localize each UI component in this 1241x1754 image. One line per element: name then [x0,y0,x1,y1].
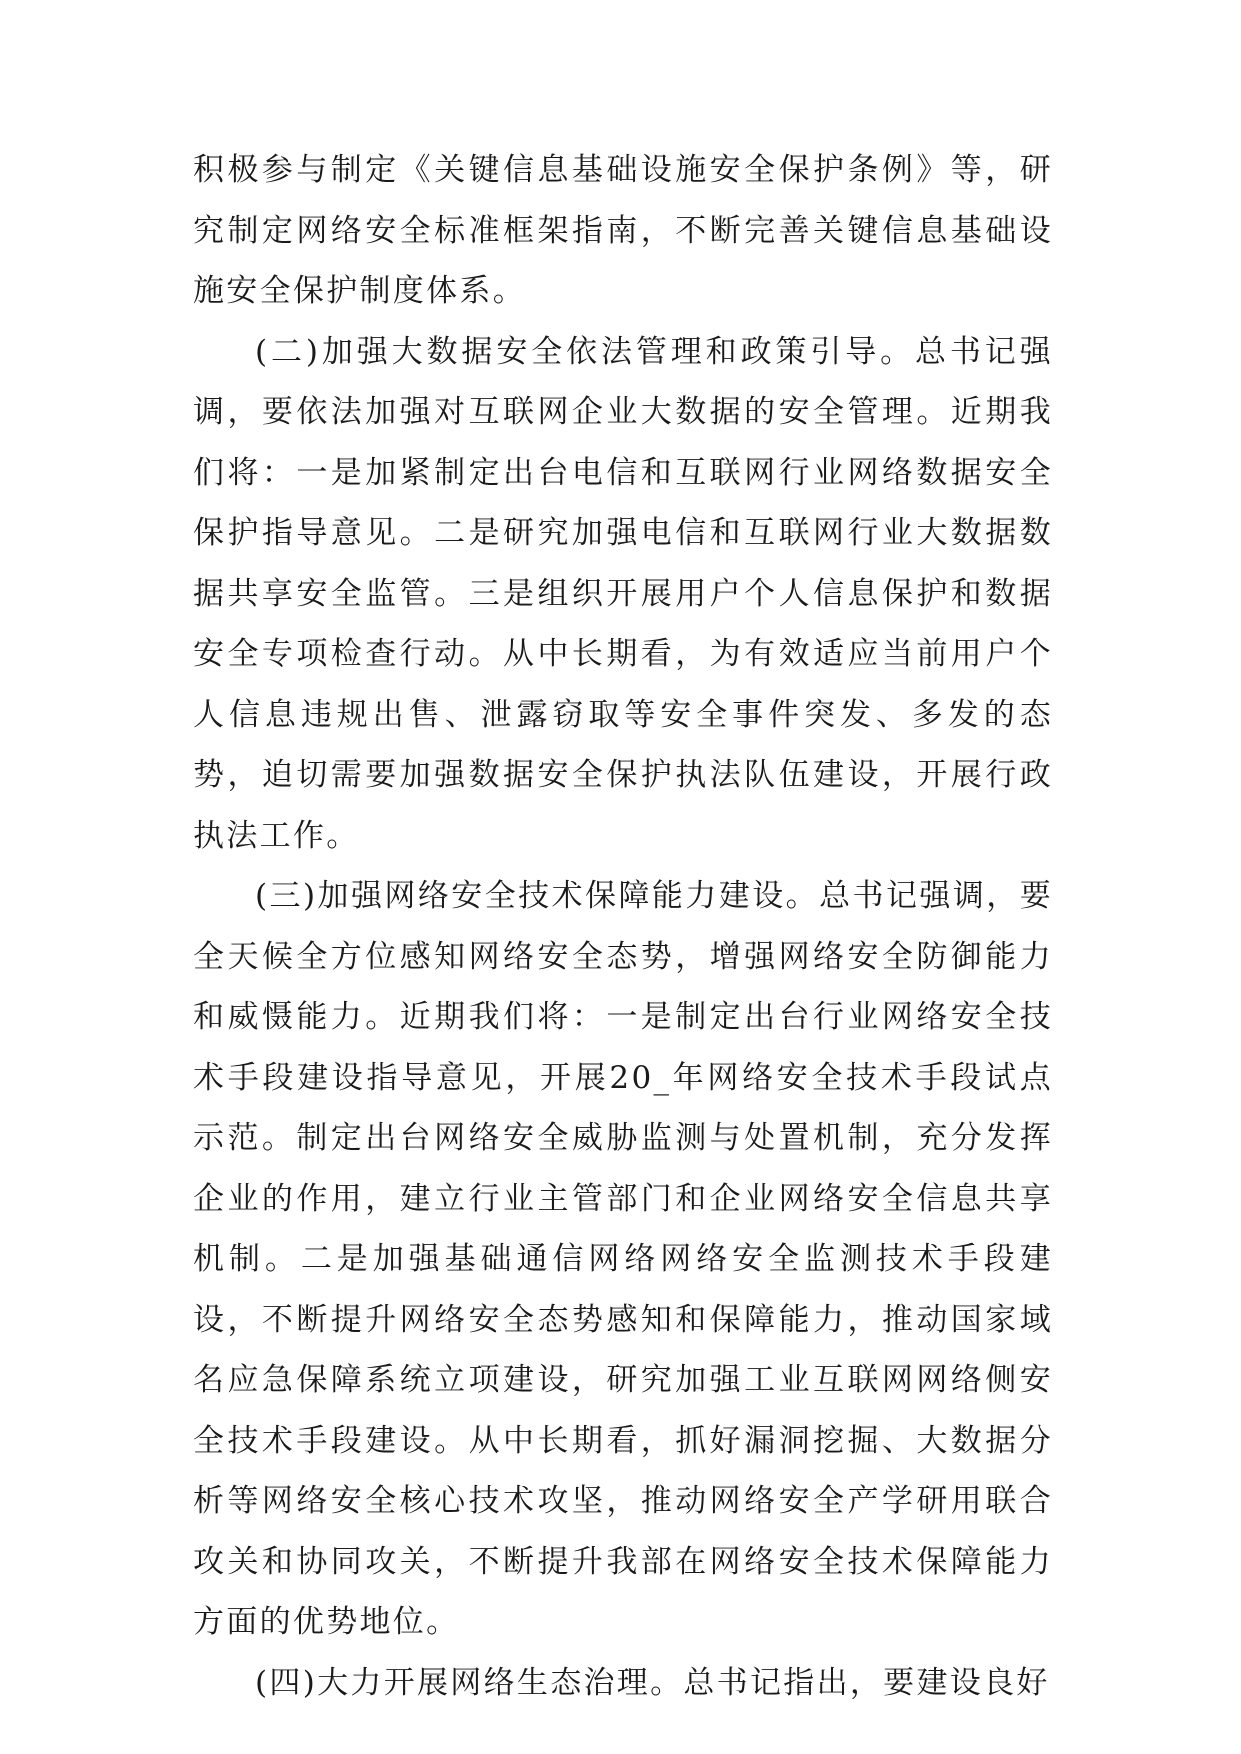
paragraph-continuation: 积极参与制定《关键信息基础设施安全保护条例》等，研究制定网络安全标准框架指南，不断完善关键信息基础设施安全保护制度体系。 [193,152,1053,309]
paragraph-technical-capability: (三)加强网络安全技术保障能力建设。总书记强调，要全天候全方位感知网络安全态势，增强网络安全防御能力和威慑能力。近期我们将：一是制定出台行业网络安全技术手段建设指导意见，开展20_年网络安全技术手段试点示范。制定出台网络安全威胁监测与处置机制，充分发挥企业的作用，建立行业主管部门和企业网络安全信息共享机制。二是加强基础通信网络网络安全监测技术手段建设，不断提升网络安全态势感知和保障能力，推动国家域名应急保障系统立项建设，研究加强工业互联网网络侧安全技术手段建设。从中长期看，抓好漏洞挖掘、大数据分析等网络安全核心技术攻坚，推动网络安全产学研用联合攻关和协同攻关，不断提升我部在网络安全技术保障能力方面的优势地位。 [193,878,1053,1640]
paragraph-network-ecology: (四)大力开展网络生态治理。总书记指出，要建设良好 [255,1664,1050,1701]
document-page [193,140,1053,1713]
paragraph-big-data-security: (二)加强大数据安全依法管理和政策引导。总书记强调，要依法加强对互联网企业大数据的安全管理。近期我们将：一是加紧制定出台电信和互联网行业网络数据安全保护指导意见。二是研究加强电信和互联网行业大数据数据共享安全监管。三是组织开展用户个人信息保护和数据安全专项检查行动。从中长期看，为有效适应当前用户个人信息违规出售、泄露窃取等安全事件突发、多发的态势，迫切需要加强数据安全保护执法队伍建设，开展行政执法工作。 [193,333,1053,854]
